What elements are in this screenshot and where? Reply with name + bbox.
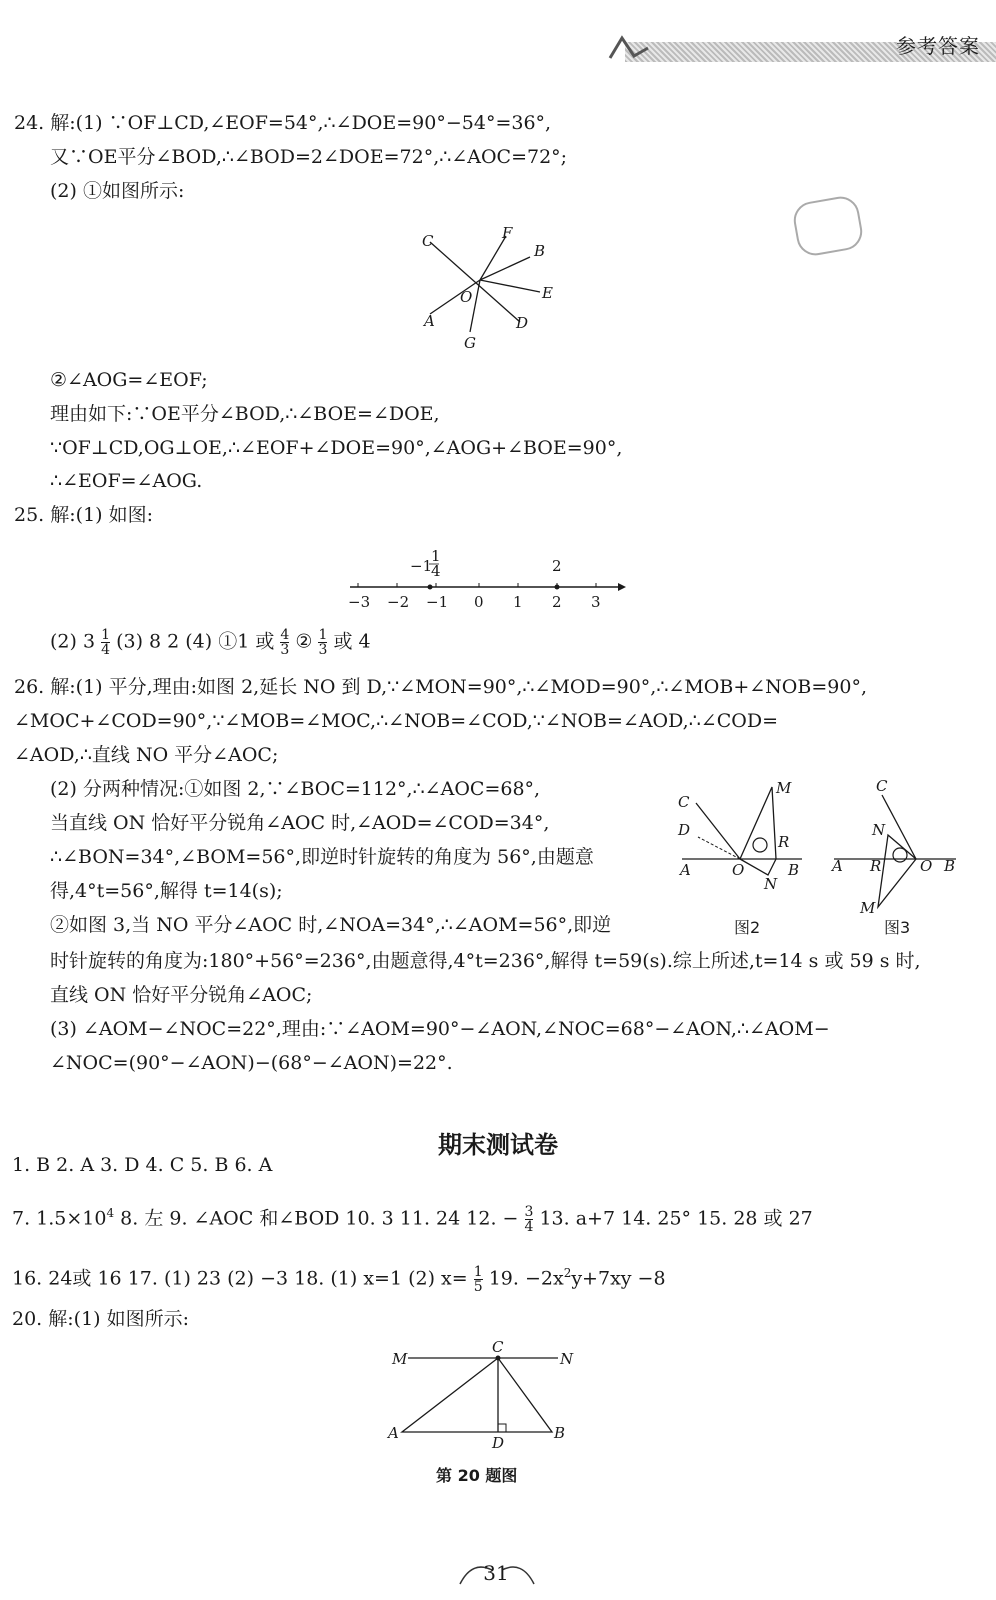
number-line xyxy=(340,545,630,615)
fig20-label-b: B xyxy=(554,1424,566,1442)
fig2-label-n: N xyxy=(764,875,778,893)
fig2-label-d: D xyxy=(678,821,691,839)
tick-label-0: 0 xyxy=(474,593,484,611)
q26-line-7: 得,4°t=56°,解得 t=14(s); xyxy=(50,880,283,902)
q26-line-9: 时针旋转的角度为:180°+56°=236°,由题意得,4°t=236°,解得 t=59(s).综上所述,t=14 s 或 59 s 时, xyxy=(50,950,921,972)
fig24-label-g: G xyxy=(464,334,476,352)
fig24-label-f: F xyxy=(502,224,513,242)
fig2-label-o: O xyxy=(732,861,745,879)
fig3-label-c: C xyxy=(876,777,888,795)
fig2-caption: 图2 xyxy=(734,918,761,937)
q26-line-11: (3) ∠AOM−∠NOC=22°,理由:∵∠AOM=90°−∠AON,∠NOC=68°−∠AON,∴∠AOM− xyxy=(50,1018,830,1040)
fig2-label-c: C xyxy=(678,793,690,811)
section-title: 期末测试卷 xyxy=(438,1131,558,1159)
fig24-label-o: O xyxy=(460,288,473,306)
q24-line-2: 又∵OE平分∠BOD,∴∠BOD=2∠DOE=72°,∴∠AOC=72°; xyxy=(50,146,568,168)
q24-figure xyxy=(410,222,570,357)
final-row-2-sup: 4 xyxy=(106,1206,115,1220)
q25-frac-2: $\frac{4}{3}$ xyxy=(280,627,290,658)
q25-answer xyxy=(50,628,371,657)
final-row-3-c: y+7xy −8 xyxy=(571,1267,666,1290)
tick-label-m3: −3 xyxy=(348,593,371,611)
fig24-label-d: D xyxy=(516,314,529,332)
final-row-3-frac: $\frac{1}{5}$ xyxy=(473,1263,483,1295)
point-label-pos: 2 xyxy=(552,557,562,575)
q24-line-7: ∴∠EOF=∠AOG. xyxy=(50,470,203,492)
tick-label-m2: −2 xyxy=(387,593,410,611)
tick-label-3: 3 xyxy=(591,593,601,611)
q25-line-1: 25. 解:(1) 如图: xyxy=(14,504,154,526)
q26-line-1: 26. 解:(1) 平分,理由:如图 2,延长 NO 到 D,∵∠MON=90°,∴∠MOD=90°,∴∠MOB+∠NOB=90°, xyxy=(14,676,867,698)
fig24-label-b: B xyxy=(534,242,546,260)
final-row-2-b: 8. 左 9. ∠AOC 和∠BOD 10. 3 11. 24 12. − xyxy=(114,1207,519,1230)
q26-line-2: ∠MOC+∠COD=90°,∵∠MOB=∠MOC,∴∠NOB=∠COD,∵∠NOB=∠AOD,∴∠COD= xyxy=(14,710,778,732)
fig20-label-d: D xyxy=(492,1434,505,1450)
fig3-label-b: B xyxy=(944,857,956,875)
q26-line-10: 直线 ON 恰好平分锐角∠AOC; xyxy=(50,984,313,1006)
q26-line-5: 当直线 ON 恰好平分锐角∠AOC 时,∠AOD=∠COD=34°, xyxy=(50,812,550,834)
fig2-label-m: M xyxy=(776,779,792,797)
fig3-label-r: R xyxy=(870,857,882,875)
fig2-label-a: A xyxy=(680,861,691,879)
tick-label-m1: −1 xyxy=(426,593,449,611)
q25-frac-1: $\frac{1}{4}$ xyxy=(101,627,111,658)
fig20-label-c: C xyxy=(492,1340,504,1356)
final-row-3 xyxy=(12,1260,666,1294)
tick-label-1: 1 xyxy=(513,593,523,611)
final-row-2-a: 7. 1.5×10 xyxy=(12,1207,107,1230)
q20-line: 20. 解:(1) 如图所示: xyxy=(12,1308,190,1330)
fig24-label-c: C xyxy=(422,232,434,250)
fig20-label-a: A xyxy=(388,1424,399,1442)
header-ornament-icon xyxy=(600,18,660,64)
fig3-label-n: N xyxy=(872,821,886,839)
stamp-mark-icon xyxy=(790,192,870,262)
tick-label-2: 2 xyxy=(552,593,562,611)
fig3-diagram xyxy=(826,775,966,915)
fig20-label-n: N xyxy=(560,1350,574,1368)
point-label-neg-den: 4 xyxy=(431,562,441,580)
fig3-label-m: M xyxy=(860,899,876,915)
q24-line-3: (2) ①如图所示: xyxy=(50,180,185,202)
fig24-label-e: E xyxy=(542,284,553,302)
q25-part3: (3) 8 2 (4) ①1 或 xyxy=(116,630,275,653)
q24-line-4: ②∠AOG=∠EOF; xyxy=(50,369,208,391)
final-row-2 xyxy=(12,1200,813,1234)
page-number: 31 xyxy=(483,1561,509,1585)
fig20-label-m: M xyxy=(392,1350,408,1368)
q26-line-12: ∠NOC=(90°−∠AON)−(68°−∠AON)=22°. xyxy=(50,1052,453,1074)
q24-line-6: ∵OF⊥CD,OG⊥OE,∴∠EOF+∠DOE=90°,∠AOG+∠BOE=90°, xyxy=(50,437,623,459)
point-label-neg-num: 1 xyxy=(431,547,441,565)
final-row-1: 1. B 2. A 3. D 4. C 5. B 6. A xyxy=(12,1154,273,1176)
point-label-neg: −1 xyxy=(410,557,433,575)
q24-line-5: 理由如下:∵OE平分∠BOD,∴∠BOE=∠DOE, xyxy=(50,403,440,425)
q25-part4: ② xyxy=(295,630,313,653)
final-row-3-b: 19. −2x xyxy=(488,1267,564,1290)
final-row-3-a: 16. 24或 16 17. (1) 23 (2) −3 18. (1) x=1 (2) x= xyxy=(12,1267,468,1290)
q26-line-3: ∠AOD,∴直线 NO 平分∠AOC; xyxy=(14,744,279,766)
fig3-label-o: O xyxy=(920,857,933,875)
fig20-diagram xyxy=(386,1340,576,1450)
q26-line-8: ②如图 3,当 NO 平分∠AOC 时,∠NOA=34°,∴∠AOM=56°,即逆 xyxy=(50,914,612,936)
q24-line-1: 24. 解:(1) ∵OF⊥CD,∠EOF=54°,∴∠DOE=90°−54°=36°, xyxy=(14,112,552,134)
q26-line-4: (2) 分两种情况:①如图 2,∵∠BOC=112°,∴∠AOC=68°, xyxy=(50,778,541,800)
fig2-diagram xyxy=(674,775,814,895)
q26-line-6: ∴∠BON=34°,∠BOM=56°,即逆时针旋转的角度为 56°,由题意 xyxy=(50,846,594,868)
final-row-2-c: 13. a+7 14. 25° 15. 28 或 27 xyxy=(539,1207,813,1230)
header-title: 参考答案 xyxy=(896,34,980,58)
fig2-label-r: R xyxy=(778,833,790,851)
fig3-label-a: A xyxy=(832,857,843,875)
final-row-3-sup: 2 xyxy=(563,1266,572,1280)
q25-part2: (2) 3 xyxy=(50,630,96,653)
fig3-caption: 图3 xyxy=(884,918,911,937)
fig2-label-b: B xyxy=(788,861,800,879)
final-row-2-frac: $\frac{3}{4}$ xyxy=(524,1203,534,1235)
fig24-label-a: A xyxy=(424,312,435,330)
fig20-caption: 第 20 题图 xyxy=(436,1466,518,1485)
q25-part5: 或 4 xyxy=(333,630,371,653)
q25-frac-3: $\frac{1}{3}$ xyxy=(318,627,328,658)
